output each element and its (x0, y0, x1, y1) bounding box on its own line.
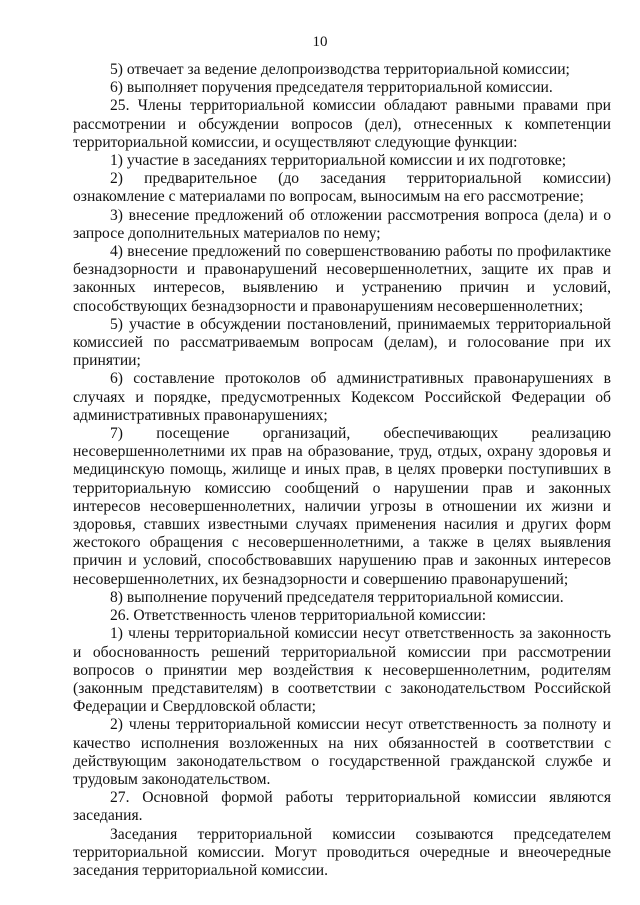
paragraph-26-responsibility: 26. Ответственность членов территориальной комиссии: (110, 607, 487, 625)
paragraph-function-6: 6) составление протоколов об административных правонарушениях в случаях и порядке, предусмотренных Кодексом Российской Федерации об административных правонарушениях; (73, 370, 611, 424)
paragraph-function-4: 4) внесение предложений по совершенствованию работы по профилактике безнадзорности и правонарушений несовершеннолетних, защите их прав и законных интересов, выявлению и устранению причин и условий, способствующих безнадзорности и правонарушениям несовершеннолетних; (73, 243, 611, 315)
paragraph-function-5: 5) участие в обсуждении постановлений, принимаемых территориальной комиссией по рассматриваемым вопросам (делам), и голосование при их принятии; (73, 315, 611, 370)
paragraph-25-members-rights: 25. Члены территориальной комиссии обладают равными правами при рассмотрении и обсуждении вопросов (дел), отнесенных к компетенции территориальной комиссии, и осуществляют следующие функции: (73, 97, 611, 151)
paragraph-function-7: 7) посещение организаций, обеспечивающих реализацию несовершеннолетними их прав на образование, труд, отдых, охрану здоровья и медицинскую помощь, жилище и иных прав, в целях проверки поступивших в территориальную комиссию сообщений о нарушении прав и законных интересов несовершеннолетних, наличии угрозы в отношении их жизни и здоровья, ставших известными случаях применения насилия и других форм жестокого обращения с несовершеннолетними, а также в целях выявления причин и условий, способствовавших нарушению прав и законных интересов несовершеннолетних, их безнадзорности и совершению правонарушений; (73, 425, 611, 588)
paragraph-function-1: 1) участие в заседаниях территориальной комиссии и их подготовке; (110, 152, 567, 170)
paragraph-responsibility-1: 1) члены территориальной комиссии несут ответственность за законность и обоснованность решений территориальной комиссии при рассмотрении вопросов о принятии мер воздействия к несовершеннолетним, родителям (законным представителям) в соответствии с законодательством Российской Федерации и Свердловской области; (73, 625, 611, 716)
document-body (73, 61, 611, 880)
paragraph-function-8: 8) выполнение поручений председателя территориальной комиссии. (110, 588, 564, 606)
paragraph-meetings: Заседания территориальной комиссии созываются председателем территориальной комиссии. Могут проводиться очередные и внеочередные заседания территориальной комиссии. (73, 825, 611, 879)
paragraph-function-2: 2) предварительное (до заседания территориальной комиссии) ознакомление с материалами по вопросам, выносимым на его рассмотрение; (73, 170, 611, 206)
paragraph-function-3: 3) внесение предложений об отложении рассмотрения вопроса (дела) и о запросе дополнительных материалов по нему; (73, 206, 611, 242)
paragraph-item-5-records: 5) отвечает за ведение делопроизводства территориальной комиссии; (110, 61, 570, 78)
paragraph-responsibility-2: 2) члены территориальной комиссии несут ответственность за полноту и качество исполнения возложенных на них обязанностей в соответствии с действующим законодательством о государственной гражданской службе и трудовым законодательством. (73, 716, 611, 788)
paragraph-item-6-chair-orders: 6) выполняет поручения председателя территориальной комиссии. (110, 79, 553, 97)
paragraph-27-main-form: 27. Основной формой работы территориальной комиссии являются заседания. (73, 789, 611, 825)
page-number: 10 (312, 34, 328, 50)
